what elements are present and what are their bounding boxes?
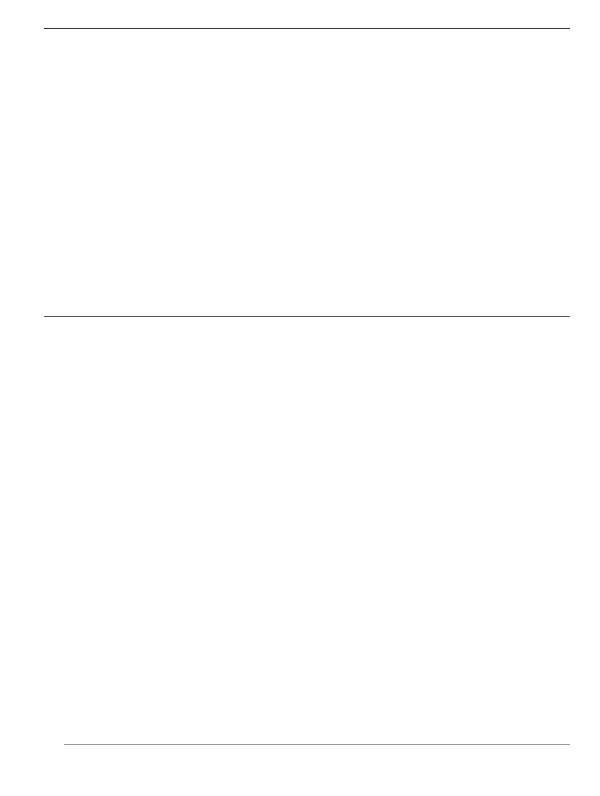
body-left-column — [64, 334, 310, 738]
section-divider — [44, 316, 570, 317]
body-right-column — [318, 334, 570, 738]
running-header — [44, 10, 570, 29]
paper-title — [60, 50, 540, 130]
footnote — [64, 744, 570, 785]
affiliation-line — [70, 152, 530, 168]
abstract — [78, 172, 548, 276]
keywords — [78, 280, 548, 310]
author-line — [150, 130, 450, 148]
